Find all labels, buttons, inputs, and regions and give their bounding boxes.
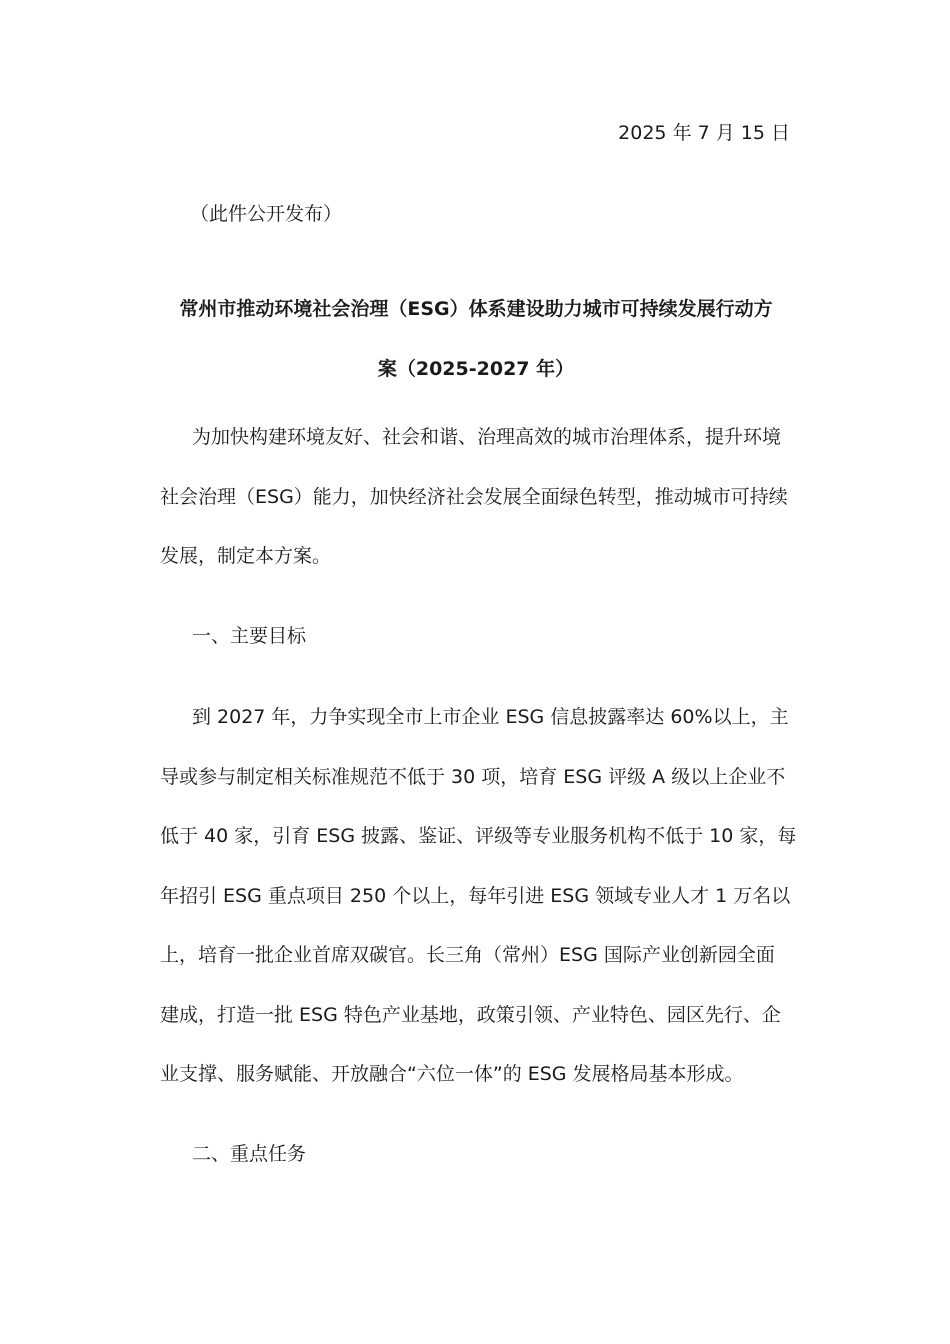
document-date: 2025 年 7 月 15 日 — [618, 122, 790, 144]
paragraph-line: 年招引 ESG 重点项目 250 个以上，每年引进 ESG 领域专业人才 1 万名以 — [160, 884, 791, 907]
title-line: 案（2025-2027 年） — [377, 358, 575, 380]
paragraph-line: 导或参与制定相关标准规范不低于 30 项，培育 ESG 评级 A 级以上企业不 — [160, 765, 786, 788]
public-release-note: （此件公开发布） — [190, 203, 343, 225]
paragraph-line: 业支撑、服务赋能、开放融合“六位一体”的 ESG 发展格局基本形成。 — [160, 1063, 744, 1085]
section-heading-main-goals: 一、主要目标 — [192, 625, 307, 647]
intro-paragraph — [160, 408, 792, 587]
paragraph-line: 社会治理（ESG）能力，加快经济社会发展全面绿色转型，推动城市可持续 — [160, 485, 788, 508]
paragraph-line: 为加快构建环境友好、社会和谐、治理高效的城市治理体系，提升环境 — [192, 426, 782, 448]
title-line: 常州市推动环境社会治理（ESG）体系建设助力城市可持续发展行动方 — [179, 298, 773, 320]
document-title — [160, 279, 792, 399]
main-goals-paragraph — [160, 688, 797, 1105]
paragraph-line: 发展，制定本方案。 — [160, 545, 332, 567]
section-heading-key-tasks: 二、重点任务 — [192, 1143, 307, 1165]
paragraph-line: 建成，打造一批 ESG 特色产业基地，政策引领、产业特色、园区先行、企 — [160, 1003, 781, 1026]
paragraph-line: 低于 40 家，引育 ESG 披露、鉴证、评级等专业服务机构不低于 10 家，每 — [160, 825, 797, 847]
paragraph-line: 到 2027 年，力争实现全市上市企业 ESG 信息披露率达 60%以上，主 — [192, 706, 789, 728]
paragraph-line: 上，培育一批企业首席双碳官。长三角（常州）ESG 国际产业创新园全面 — [160, 944, 775, 966]
